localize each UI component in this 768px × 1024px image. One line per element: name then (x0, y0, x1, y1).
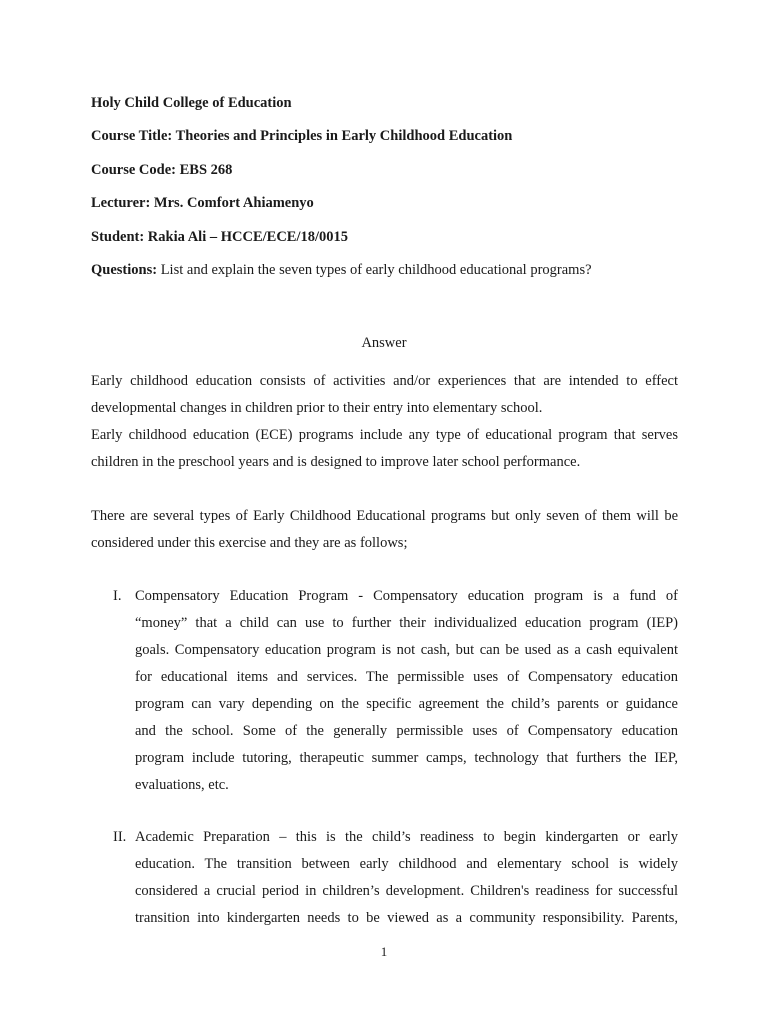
text-line: program include tutoring, therapeutic summer camps, technology that furthers the IEP, (135, 750, 678, 766)
text-line: transition into kindergarten needs to be viewed as a community responsibility. Parents, (135, 910, 678, 926)
text-line: considered under this exercise and they are as follows; (91, 535, 408, 551)
answer-heading: Answer (361, 335, 407, 351)
course-title: Course Title: Theories and Principles in Early Childhood Education (91, 128, 513, 144)
questions-text: List and explain the seven types of early childhood educational programs? (157, 262, 592, 278)
text-line: and the school. Some of the generally permissible uses of Compensatory education (135, 723, 678, 739)
institution-name: Holy Child College of Education (91, 95, 292, 111)
text-line: goals. Compensatory education program is not cash, but can be used as a cash equivalent (135, 642, 678, 658)
text-line: There are several types of Early Childhood Educational programs but only seven of them will be (91, 508, 678, 524)
text-line: “money” that a child can use to further their individualized education program (IEP) (135, 615, 678, 631)
intro-paragraph-1 (91, 368, 678, 422)
text-line: Early childhood education (ECE) programs include any type of educational program that serves (91, 427, 678, 443)
questions-label: Questions: (91, 262, 158, 278)
text-line: Compensatory Education Program - Compensatory education program is a fund of (135, 588, 678, 604)
text-line: developmental changes in children prior to their entry into elementary school. (91, 400, 543, 416)
text-line: Early childhood education consists of activities and/or experiences that are intended to effect (91, 373, 678, 389)
text-line: for educational items and services. The permissible uses of Compensatory education (135, 669, 678, 685)
text-line: education. The transition between early childhood and elementary school is widely (135, 856, 678, 872)
list-item-text (135, 583, 678, 799)
intro-paragraph-2 (91, 422, 678, 476)
lecturer: Lecturer: Mrs. Comfort Ahiamenyo (91, 195, 314, 211)
page-number: 1 (380, 944, 388, 959)
questions-line (91, 261, 592, 279)
text-line: program can vary depending on the specific agreement the child’s parents or guidance (135, 696, 678, 712)
intro-paragraph-3 (91, 503, 678, 557)
list-number: II. (113, 829, 127, 845)
text-line: evaluations, etc. (135, 777, 229, 793)
text-line: considered a crucial period in children’s development. Children's readiness for successful (135, 883, 678, 899)
list-item-text (135, 824, 678, 932)
list-number: I. (113, 588, 122, 604)
list-number-wrap (91, 824, 135, 851)
list-number-wrap (91, 583, 135, 610)
text-line: Academic Preparation – this is the child’s readiness to begin kindergarten or early (135, 829, 678, 845)
student: Student: Rakia Ali – HCCE/ECE/18/0015 (91, 229, 349, 245)
course-code: Course Code: EBS 268 (91, 162, 233, 178)
text-line: children in the preschool years and is designed to improve later school performance. (91, 454, 581, 470)
